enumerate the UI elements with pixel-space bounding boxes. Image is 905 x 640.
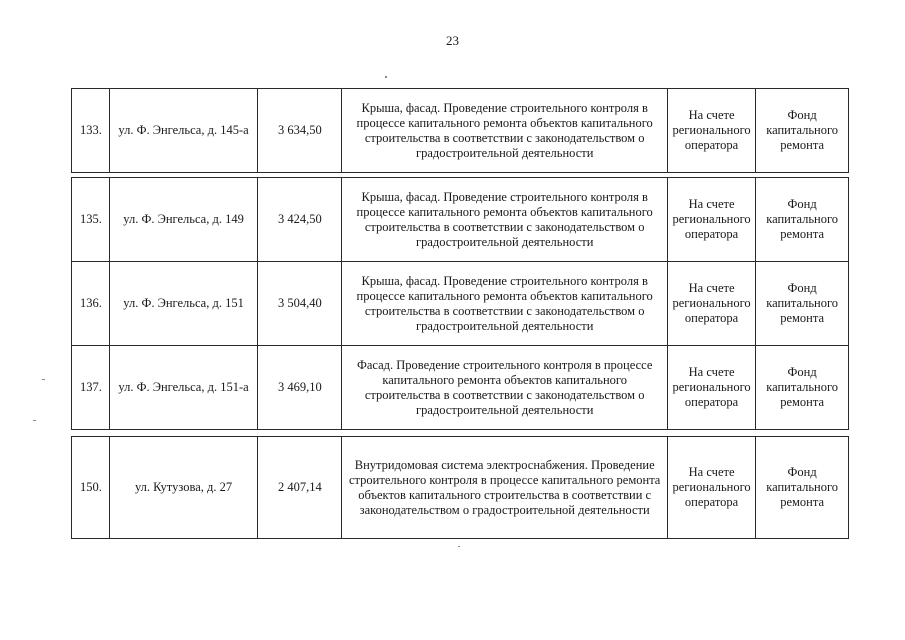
row-number: 137.: [72, 346, 110, 430]
row-fund: Фонд капитального ремонта: [756, 437, 849, 539]
records-table-2: [71, 177, 849, 430]
scan-speck: [385, 76, 387, 78]
row-sum: 3 504,40: [258, 262, 342, 346]
row-account: На счете регионального оператора: [667, 262, 755, 346]
row-address: ул. Ф. Энгельса, д. 145-а: [109, 89, 258, 173]
row-fund: Фонд капитального ремонта: [756, 178, 849, 262]
row-number: 133.: [72, 89, 110, 173]
page-number: 23: [446, 33, 459, 48]
row-address: ул. Кутузова, д. 27: [109, 437, 258, 539]
row-work-description: Крыша, фасад. Проведение строительного контроля в процессе капитального ремонта объектов капитального строительства в соответствии с законодательством о градостроительной деятельности: [342, 262, 667, 346]
row-work-description: Внутридомовая система электроснабжения. Проведение строительного контроля в процессе капитального ремонта объектов капитального строительства в соответствии с законодательством о градостроительной деятельности: [342, 437, 667, 539]
row-sum: 3 634,50: [258, 89, 342, 173]
row-work-description: Крыша, фасад. Проведение строительного контроля в процессе капитального ремонта объектов капитального строительства в соответствии с законодательством о градостроительной деятельности: [342, 89, 667, 173]
scan-speck: [458, 546, 460, 547]
row-work-description: Крыша, фасад. Проведение строительного контроля в процессе капитального ремонта объектов капитального строительства в соответствии с законодательством о градостроительной деятельности: [342, 178, 667, 262]
row-number: 136.: [72, 262, 110, 346]
row-fund: Фонд капитального ремонта: [756, 262, 849, 346]
row-work-description: Фасад. Проведение строительного контроля в процессе капитального ремонта объектов капитального строительства в соответствии с законодательством о градостроительной деятельности: [342, 346, 667, 430]
table-row: [72, 346, 849, 430]
scan-speck: [42, 379, 45, 380]
records-table-3: [71, 436, 849, 539]
records-table-1: [71, 88, 849, 173]
row-fund: Фонд капитального ремонта: [756, 346, 849, 430]
row-number: 135.: [72, 178, 110, 262]
scan-speck: [33, 420, 36, 421]
row-address: ул. Ф. Энгельса, д. 151: [109, 262, 258, 346]
row-address: ул. Ф. Энгельса, д. 149: [109, 178, 258, 262]
table-row: [72, 262, 849, 346]
row-fund: Фонд капитального ремонта: [756, 89, 849, 173]
row-address: ул. Ф. Энгельса, д. 151-а: [109, 346, 258, 430]
row-number: 150.: [72, 437, 110, 539]
row-account: На счете регионального оператора: [667, 89, 755, 173]
row-account: На счете регионального оператора: [667, 178, 755, 262]
row-sum: 3 469,10: [258, 346, 342, 430]
row-sum: 3 424,50: [258, 178, 342, 262]
table-row: [72, 437, 849, 539]
row-account: На счете регионального оператора: [667, 437, 755, 539]
row-account: На счете регионального оператора: [667, 346, 755, 430]
table-row: [72, 89, 849, 173]
row-sum: 2 407,14: [258, 437, 342, 539]
table-row: [72, 178, 849, 262]
